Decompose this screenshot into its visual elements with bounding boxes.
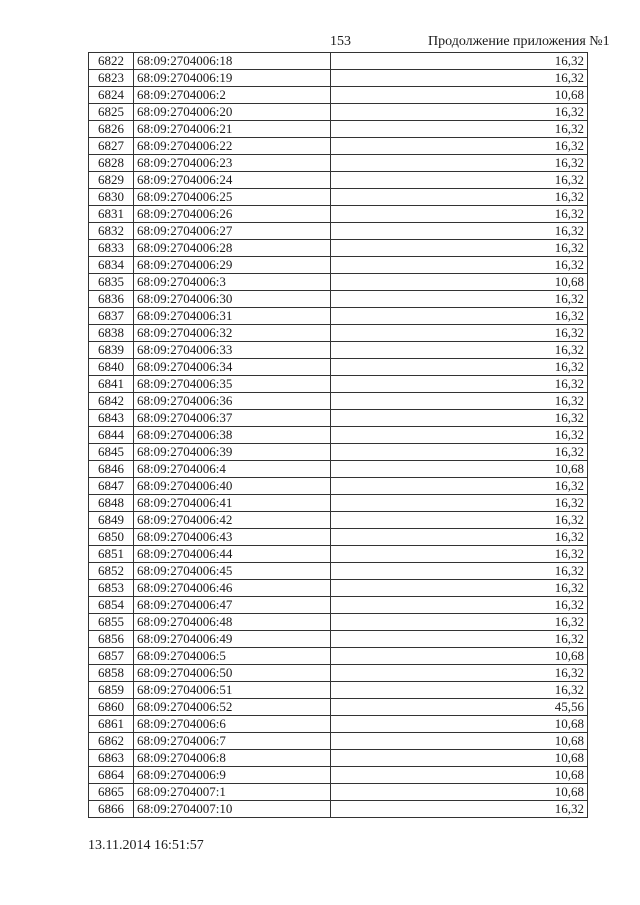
cadastral-number: 68:09:2704006:43 [134,529,331,546]
row-number: 6822 [89,53,134,70]
row-number: 6838 [89,325,134,342]
table-row [89,801,588,818]
table-row [89,342,588,359]
row-number: 6855 [89,614,134,631]
area-value: 16,32 [331,478,588,495]
table-row [89,512,588,529]
row-number: 6842 [89,393,134,410]
area-value: 16,32 [331,257,588,274]
row-number: 6831 [89,206,134,223]
area-value: 16,32 [331,597,588,614]
table-row [89,546,588,563]
row-number: 6854 [89,597,134,614]
area-value: 16,32 [331,427,588,444]
row-number: 6835 [89,274,134,291]
cadastral-number: 68:09:2704006:23 [134,155,331,172]
cadastral-number: 68:09:2704006:49 [134,631,331,648]
row-number: 6828 [89,155,134,172]
area-value: 16,32 [331,325,588,342]
table-row [89,750,588,767]
row-number: 6859 [89,682,134,699]
table-row [89,53,588,70]
table-row [89,461,588,478]
cadastral-number: 68:09:2704006:36 [134,393,331,410]
cadastral-number: 68:09:2704006:5 [134,648,331,665]
table-row [89,155,588,172]
table-row [89,359,588,376]
table-row [89,614,588,631]
cadastral-number: 68:09:2704006:50 [134,665,331,682]
data-table [88,52,588,818]
area-value: 16,32 [331,495,588,512]
area-value: 16,32 [331,359,588,376]
row-number: 6844 [89,427,134,444]
table-row [89,70,588,87]
row-number: 6865 [89,784,134,801]
data-table-container [88,52,588,818]
area-value: 16,32 [331,53,588,70]
table-row [89,138,588,155]
table-row [89,580,588,597]
table-row [89,478,588,495]
cadastral-number: 68:09:2704006:38 [134,427,331,444]
area-value: 16,32 [331,614,588,631]
area-value: 16,32 [331,70,588,87]
row-number: 6834 [89,257,134,274]
table-row [89,121,588,138]
cadastral-number: 68:09:2704006:27 [134,223,331,240]
cadastral-number: 68:09:2704006:21 [134,121,331,138]
area-value: 10,68 [331,461,588,478]
row-number: 6832 [89,223,134,240]
cadastral-number: 68:09:2704006:7 [134,733,331,750]
table-row [89,104,588,121]
row-number: 6852 [89,563,134,580]
table-row [89,87,588,104]
row-number: 6833 [89,240,134,257]
cadastral-number: 68:09:2704006:41 [134,495,331,512]
area-value: 10,68 [331,648,588,665]
area-value: 16,32 [331,189,588,206]
cadastral-number: 68:09:2704006:47 [134,597,331,614]
cadastral-number: 68:09:2704006:3 [134,274,331,291]
table-row [89,223,588,240]
cadastral-number: 68:09:2704006:30 [134,291,331,308]
table-row [89,444,588,461]
area-value: 16,32 [331,223,588,240]
table-row [89,631,588,648]
table-row [89,172,588,189]
cadastral-number: 68:09:2704006:51 [134,682,331,699]
cadastral-number: 68:09:2704006:44 [134,546,331,563]
area-value: 10,68 [331,750,588,767]
area-value: 16,32 [331,138,588,155]
table-row [89,291,588,308]
row-number: 6825 [89,104,134,121]
row-number: 6851 [89,546,134,563]
cadastral-number: 68:09:2704006:29 [134,257,331,274]
row-number: 6857 [89,648,134,665]
table-row [89,427,588,444]
table-body [89,53,588,818]
row-number: 6826 [89,121,134,138]
row-number: 6847 [89,478,134,495]
table-row [89,376,588,393]
table-row [89,410,588,427]
cadastral-number: 68:09:2704006:20 [134,104,331,121]
row-number: 6830 [89,189,134,206]
cadastral-number: 68:09:2704006:2 [134,87,331,104]
area-value: 16,32 [331,240,588,257]
area-value: 16,32 [331,410,588,427]
table-row [89,716,588,733]
area-value: 16,32 [331,546,588,563]
area-value: 16,32 [331,444,588,461]
table-row [89,682,588,699]
row-number: 6846 [89,461,134,478]
table-row [89,274,588,291]
table-row [89,529,588,546]
cadastral-number: 68:09:2704006:22 [134,138,331,155]
row-number: 6843 [89,410,134,427]
row-number: 6827 [89,138,134,155]
area-value: 10,68 [331,87,588,104]
area-value: 16,32 [331,104,588,121]
table-row [89,699,588,716]
cadastral-number: 68:09:2704006:48 [134,614,331,631]
row-number: 6864 [89,767,134,784]
cadastral-number: 68:09:2704006:6 [134,716,331,733]
table-row [89,665,588,682]
area-value: 16,32 [331,308,588,325]
cadastral-number: 68:09:2704006:32 [134,325,331,342]
table-row [89,733,588,750]
area-value: 16,32 [331,801,588,818]
area-value: 16,32 [331,291,588,308]
cadastral-number: 68:09:2704006:26 [134,206,331,223]
area-value: 10,68 [331,716,588,733]
cadastral-number: 68:09:2704006:39 [134,444,331,461]
cadastral-number: 68:09:2704006:34 [134,359,331,376]
row-number: 6848 [89,495,134,512]
page-number: 153 [330,34,351,49]
area-value: 16,32 [331,121,588,138]
cadastral-number: 68:09:2704006:33 [134,342,331,359]
row-number: 6862 [89,733,134,750]
row-number: 6845 [89,444,134,461]
area-value: 16,32 [331,563,588,580]
table-row [89,648,588,665]
area-value: 16,32 [331,172,588,189]
table-row [89,767,588,784]
table-row [89,325,588,342]
row-number: 6860 [89,699,134,716]
table-row [89,563,588,580]
table-row [89,240,588,257]
row-number: 6861 [89,716,134,733]
area-value: 10,68 [331,767,588,784]
cadastral-number: 68:09:2704006:46 [134,580,331,597]
area-value: 10,68 [331,784,588,801]
cadastral-number: 68:09:2704006:31 [134,308,331,325]
table-row [89,597,588,614]
area-value: 16,32 [331,529,588,546]
cadastral-number: 68:09:2704006:35 [134,376,331,393]
cadastral-number: 68:09:2704007:10 [134,801,331,818]
row-number: 6836 [89,291,134,308]
cadastral-number: 68:09:2704006:28 [134,240,331,257]
table-row [89,257,588,274]
area-value: 45,56 [331,699,588,716]
print-timestamp: 13.11.2014 16:51:57 [88,838,204,853]
area-value: 16,32 [331,376,588,393]
cadastral-number: 68:09:2704006:8 [134,750,331,767]
cadastral-number: 68:09:2704006:18 [134,53,331,70]
row-number: 6853 [89,580,134,597]
cadastral-number: 68:09:2704006:52 [134,699,331,716]
cadastral-number: 68:09:2704006:37 [134,410,331,427]
area-value: 10,68 [331,733,588,750]
row-number: 6840 [89,359,134,376]
area-value: 16,32 [331,155,588,172]
area-value: 16,32 [331,206,588,223]
area-value: 16,32 [331,512,588,529]
row-number: 6824 [89,87,134,104]
row-number: 6856 [89,631,134,648]
row-number: 6849 [89,512,134,529]
area-value: 16,32 [331,580,588,597]
cadastral-number: 68:09:2704006:4 [134,461,331,478]
cadastral-number: 68:09:2704006:9 [134,767,331,784]
table-row [89,393,588,410]
cadastral-number: 68:09:2704007:1 [134,784,331,801]
area-value: 16,32 [331,393,588,410]
table-row [89,308,588,325]
cadastral-number: 68:09:2704006:40 [134,478,331,495]
row-number: 6837 [89,308,134,325]
page-header-title: Продолжение приложения №1 [428,34,610,49]
row-number: 6863 [89,750,134,767]
cadastral-number: 68:09:2704006:45 [134,563,331,580]
cadastral-number: 68:09:2704006:42 [134,512,331,529]
area-value: 16,32 [331,682,588,699]
area-value: 10,68 [331,274,588,291]
table-row [89,495,588,512]
row-number: 6866 [89,801,134,818]
row-number: 6858 [89,665,134,682]
table-row [89,206,588,223]
area-value: 16,32 [331,342,588,359]
area-value: 16,32 [331,631,588,648]
row-number: 6839 [89,342,134,359]
cadastral-number: 68:09:2704006:25 [134,189,331,206]
table-row [89,784,588,801]
row-number: 6823 [89,70,134,87]
row-number: 6841 [89,376,134,393]
area-value: 16,32 [331,665,588,682]
table-row [89,189,588,206]
row-number: 6829 [89,172,134,189]
cadastral-number: 68:09:2704006:19 [134,70,331,87]
cadastral-number: 68:09:2704006:24 [134,172,331,189]
row-number: 6850 [89,529,134,546]
